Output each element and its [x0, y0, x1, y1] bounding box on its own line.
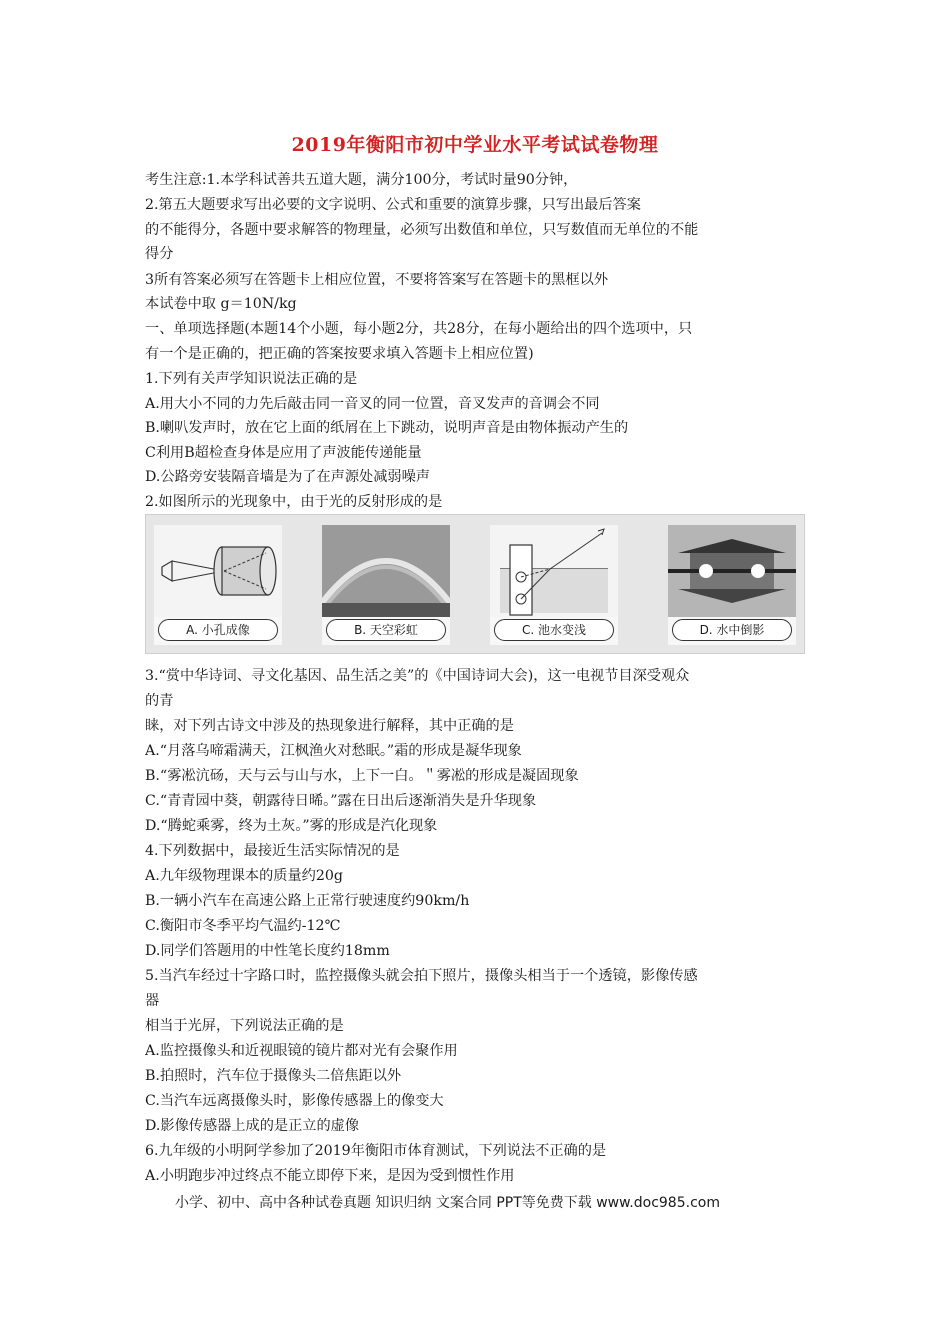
option-line: D.同学们答题用的中性笔长度约18mm — [145, 943, 390, 959]
question-2-figure — [145, 514, 805, 654]
rainbow-photo — [322, 525, 450, 617]
question-1: 1.下列有关声学知识说法正确的是 — [145, 371, 358, 387]
option-line: A.小明跑步冲过终点不能立即停下来，是因为受到惯性作用 — [145, 1168, 515, 1184]
text-line: 的不能得分，各题中要求解答的物理量，必须写出数值和单位，只写数值而无单位的不能 — [145, 222, 699, 238]
option-line: D.公路旁安装隔音墙是为了在声源处减弱噪声 — [145, 469, 430, 485]
page-title: 2019年衡阳市初中学业水平考试试卷物理 — [291, 134, 659, 156]
caption-c: C. 池水变浅 — [494, 619, 614, 641]
text-line: 有一个是正确的，把正确的答案按要求填入答题卡上相应位置) — [145, 346, 534, 362]
text-line: 2.第五大题要求写出必要的文字说明、公式和重要的演算步骤，只写出最后答案 — [145, 197, 641, 213]
option-line: B.拍照时，汽车位于摄像头二倍焦距以外 — [145, 1068, 402, 1084]
question-6: 6.九年级的小明阿学参加了2019年衡阳市体育测试，下列说法不正确的是 — [145, 1143, 607, 1159]
option-line: A.用大小不同的力先后敲击同一音叉的同一位置，音叉发声的音调会不同 — [145, 396, 600, 412]
reflection-photo — [668, 525, 796, 617]
option-line: C.衡阳市冬季平均气温约-12℃ — [145, 918, 341, 934]
question-2: 2.如图所示的光现象中，由于光的反射形成的是 — [145, 494, 443, 510]
caption-b: B. 天空彩虹 — [326, 619, 446, 641]
caption-a: A. 小孔成像 — [158, 619, 278, 641]
option-line: A.“月落乌啼霜满天，江枫渔火对愁眠。”霜的形成是凝华现象 — [145, 743, 522, 759]
refraction-diagram — [490, 525, 618, 617]
option-line: C.“青青园中葵，朝露待日晞。”露在日出后逐渐消失是升华现象 — [145, 793, 537, 809]
text-line: 考生注意:1.本学科试善共五道大题，满分100分，考试时量90分钟， — [145, 172, 578, 188]
panel-reflection — [668, 525, 796, 645]
option-line: B.喇叭发声时，放在它上面的纸屑在上下跳动，说明声音是由物体振动产生的 — [145, 420, 629, 436]
option-line: A.九年级物理课本的质量约20g — [145, 868, 343, 884]
panel-pool — [490, 525, 618, 645]
pinhole-camera-illustration — [154, 525, 282, 617]
footer-note: 小学、初中、高中各种试卷真题 知识归纳 文案合同 PPT等免费下载 www.doc985.com — [175, 1195, 720, 1211]
text-line: 的青 — [145, 693, 174, 709]
option-line: C利用B超检查身体是应用了声波能传递能量 — [145, 445, 422, 461]
text-line: 睐，对下列古诗文中涉及的热现象进行解释，其中正确的是 — [145, 718, 514, 734]
panel-pinhole — [154, 525, 282, 645]
question-5: 5.当汽车经过十字路口时，监控摄像头就会拍下照片，摄像头相当于一个透镜，影像传感 — [145, 968, 698, 984]
text-line: 3所有答案必须写在答题卡上相应位置，不要将答案写在答题卡的黑框以外 — [145, 272, 609, 288]
text-line: 相当于光屏，下列说法正确的是 — [145, 1018, 344, 1034]
text-line: 器 — [145, 993, 160, 1009]
option-line: B.“雾凇沆砀，天与云与山与水，上下一白。＂雾凇的形成是凝固现象 — [145, 768, 579, 784]
question-4: 4.下列数据中，最接近生活实际情况的是 — [145, 843, 400, 859]
option-line: D.影像传感器上成的是正立的虚像 — [145, 1118, 360, 1134]
text-line: 本试卷中取 g＝10N/kg — [145, 296, 297, 312]
option-line: D.“腾蛇乘雾，终为土灰。”雾的形成是汽化现象 — [145, 818, 438, 834]
text-line: 一、单项选择题(本题14个小题，每小题2分，共28分，在每小题给出的四个选项中，只 — [145, 321, 693, 337]
option-line: B.一辆小汽车在高速公路上正常行驶速度约90km/h — [145, 893, 470, 909]
option-line: C.当汽车远离摄像头时，影像传感器上的像变大 — [145, 1093, 444, 1109]
question-3: 3.“赏中华诗词、寻文化基因、品生活之美”的《中国诗词大会)，这一电视节目深受观众 — [145, 668, 690, 684]
panel-rainbow — [322, 525, 450, 645]
option-line: A.监控摄像头和近视眼镜的镜片都对光有会聚作用 — [145, 1043, 458, 1059]
caption-d: D. 水中倒影 — [672, 619, 792, 641]
text-line: 得分 — [145, 246, 174, 262]
